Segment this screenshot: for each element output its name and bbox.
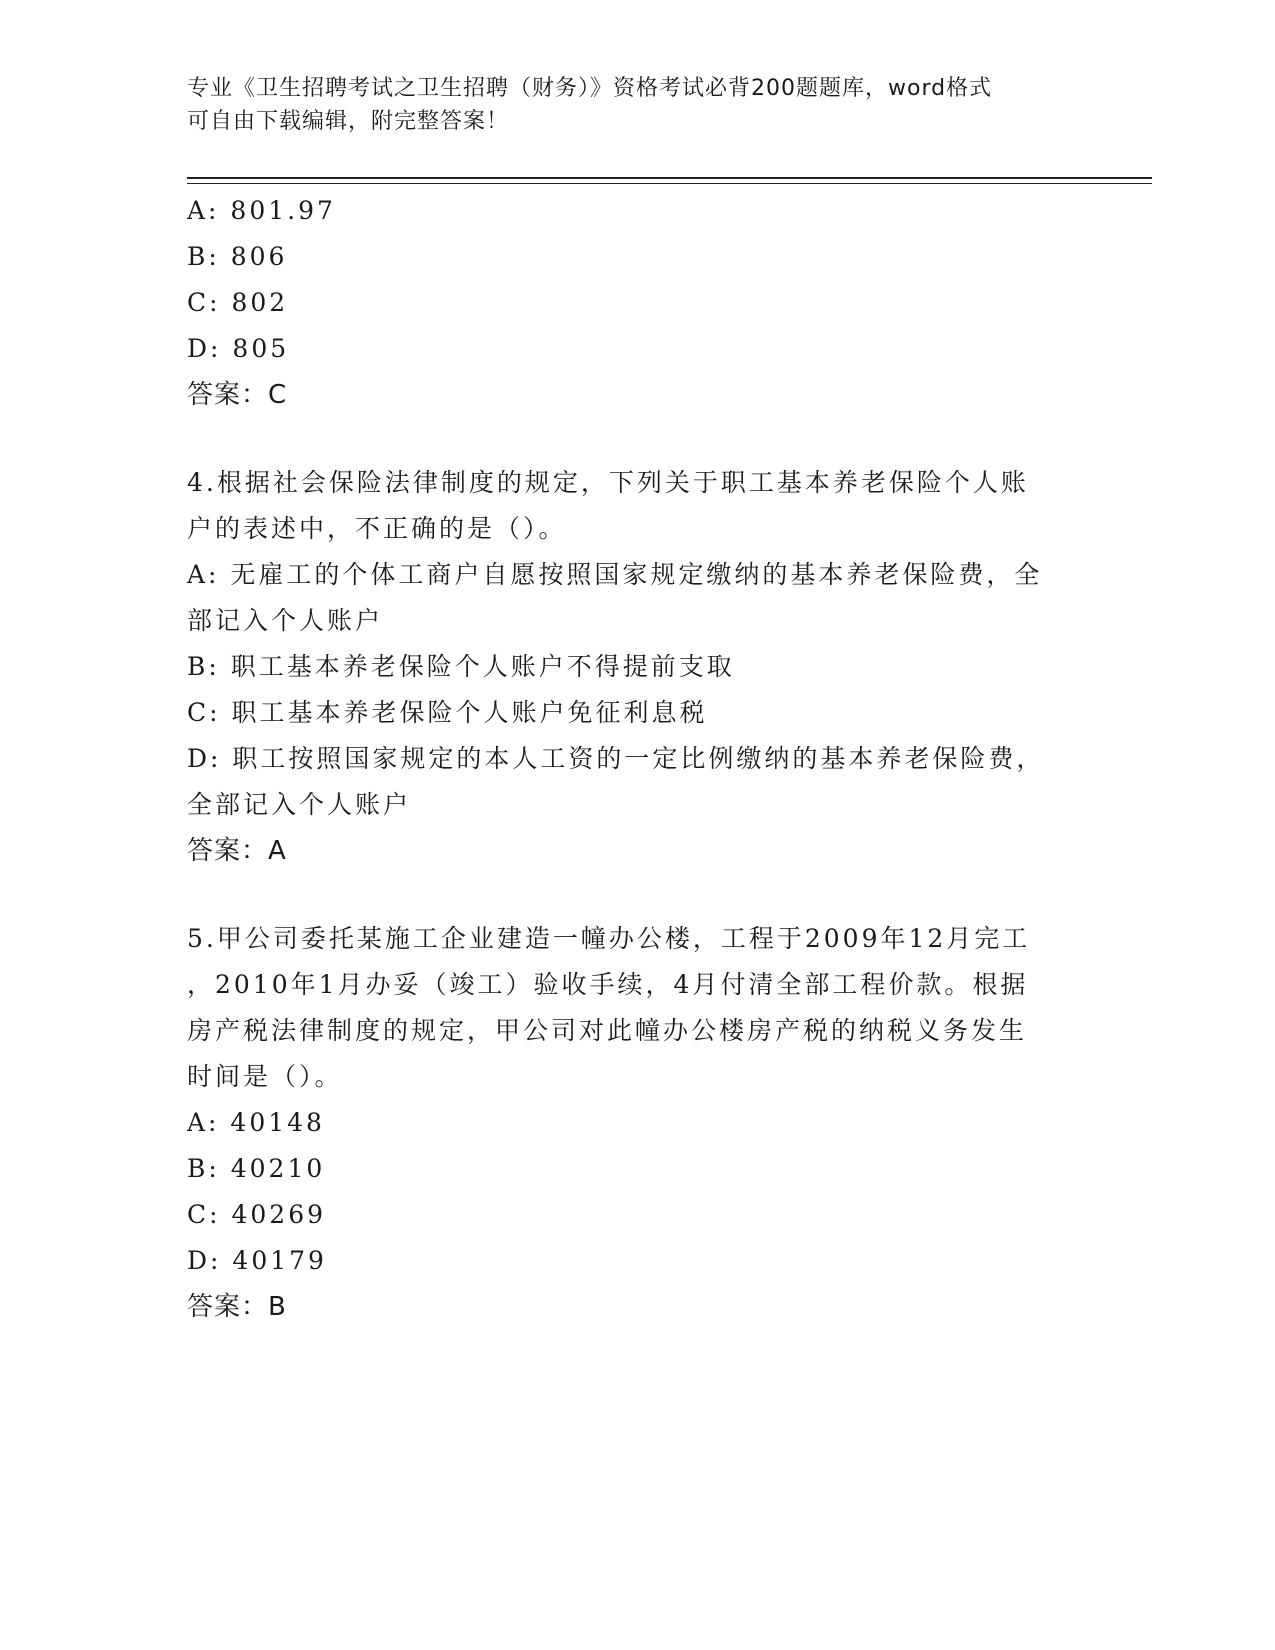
option-d: D: 职工按照国家规定的本人工资的一定比例缴纳的基本养老保险费， [187, 744, 1045, 773]
option-d: D: 805 [187, 334, 290, 363]
question-stem-line: ，2010年1月办妥（竣工）验收手续，4月付清全部工程价款。根据 [187, 970, 1029, 999]
option-a: A: 801.97 [187, 196, 336, 225]
option-d-continued: 全部记入个人账户 [187, 790, 412, 819]
header-divider-thick [187, 177, 1152, 179]
document-header [187, 72, 1087, 138]
option-b: B: 40210 [187, 1154, 326, 1183]
option-c: C: 40269 [187, 1200, 327, 1229]
header-title-line-1: 专业《卫生招聘考试之卫生招聘（财务）》资格考试必背200题题库，word格式 [187, 76, 993, 101]
question-list [187, 188, 1087, 1330]
question-stem-line: 4.根据社会保险法律制度的规定，下列关于职工基本养老保险个人账 [187, 468, 1029, 497]
question-stem-line: 时间是（）。 [187, 1062, 343, 1091]
option-c: C: 职工基本养老保险个人账户免征利息税 [187, 698, 708, 727]
question-3 [187, 188, 1087, 418]
option-c: C: 802 [187, 288, 289, 317]
answer-line: 答案：A [187, 836, 287, 866]
question-4 [187, 460, 1087, 874]
option-b: B: 职工基本养老保险个人账户不得提前支取 [187, 652, 735, 681]
header-title-line-2: 可自由下载编辑，附完整答案！ [187, 109, 510, 134]
option-a-continued: 部记入个人账户 [187, 606, 384, 635]
question-stem-line: 户的表述中，不正确的是（）。 [187, 514, 567, 543]
question-stem-line: 房产税法律制度的规定，甲公司对此幢办公楼房产税的纳税义务发生 [187, 1016, 1028, 1045]
spacer [187, 418, 1087, 460]
option-d: D: 40179 [187, 1246, 327, 1275]
option-a: A: 无雇工的个体工商户自愿按照国家规定缴纳的基本养老保险费，全 [187, 560, 1043, 589]
option-b: B: 806 [187, 242, 288, 271]
option-a: A: 40148 [187, 1108, 325, 1137]
question-stem-line: 5.甲公司委托某施工企业建造一幢办公楼，工程于2009年12月完工 [187, 924, 1031, 953]
answer-line: 答案：C [187, 380, 288, 410]
answer-line: 答案：B [187, 1292, 287, 1322]
spacer [187, 874, 1087, 916]
header-divider-thin [187, 183, 1152, 184]
question-5 [187, 916, 1087, 1330]
